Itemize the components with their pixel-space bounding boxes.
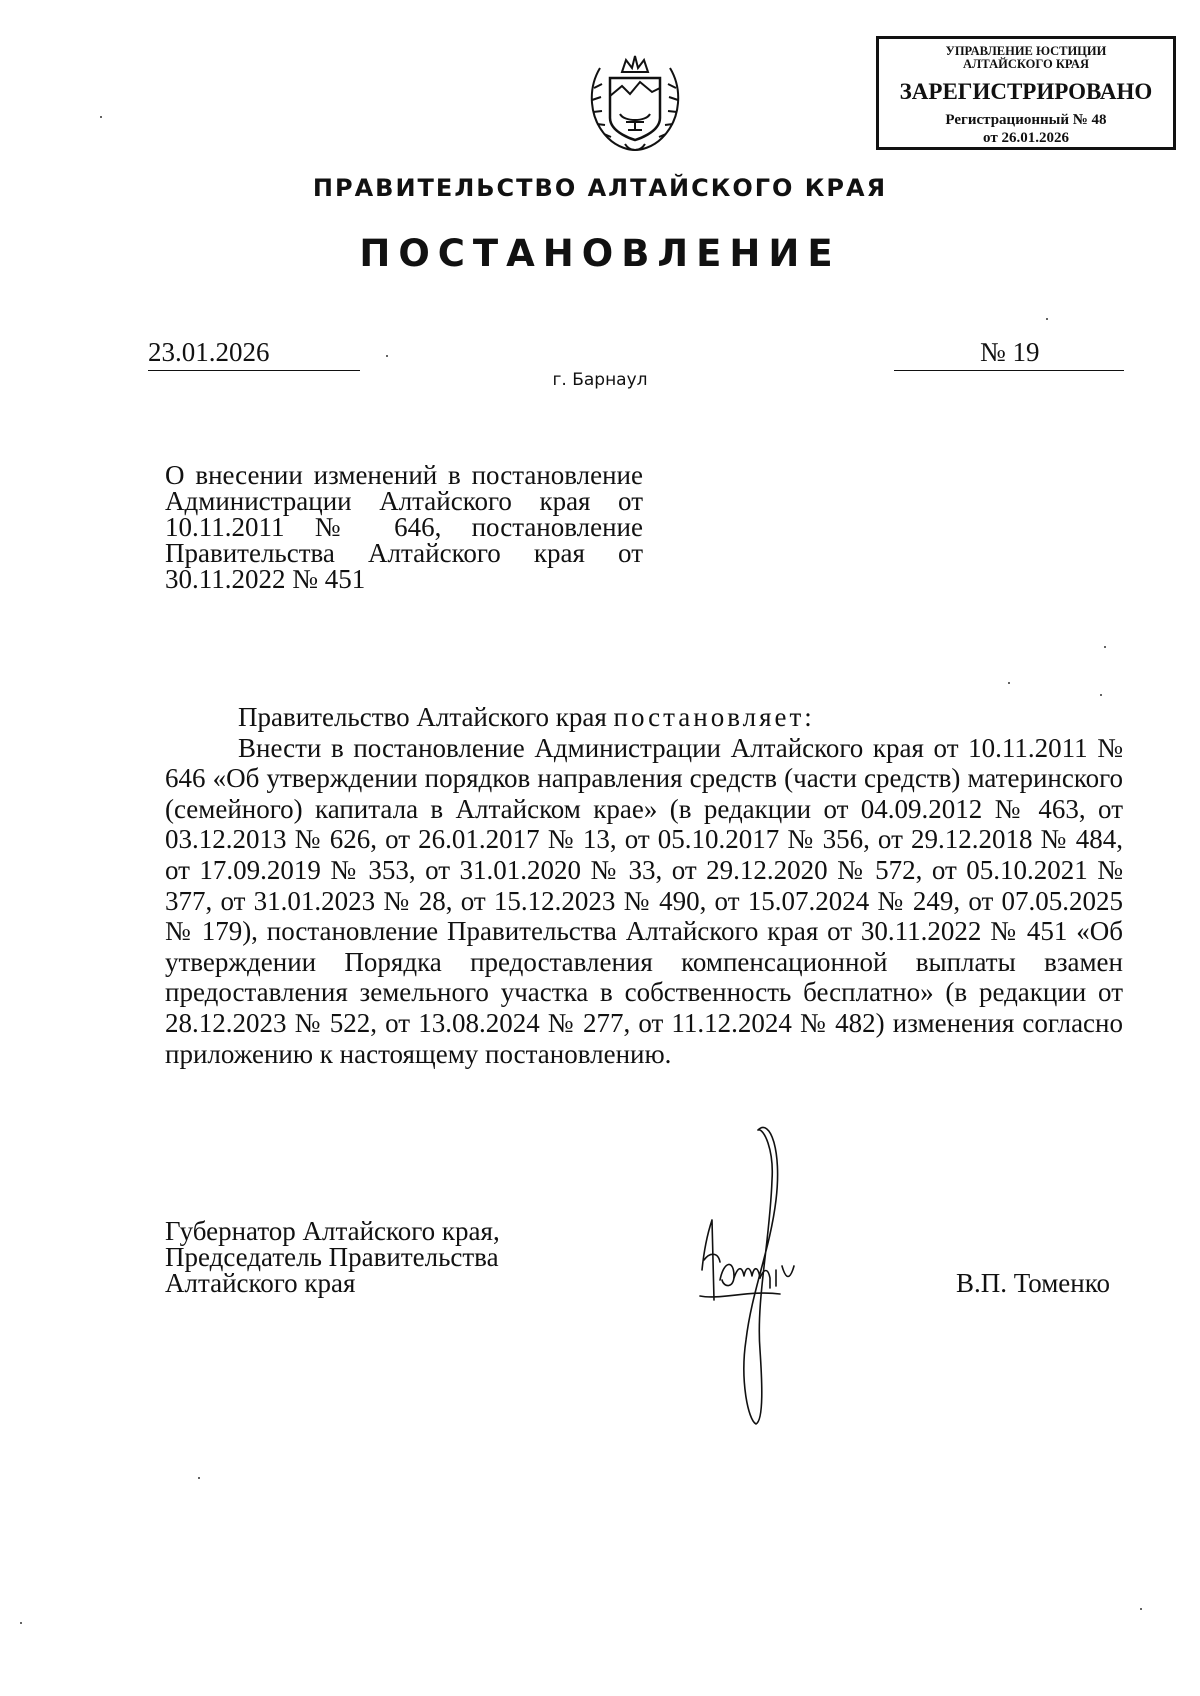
preamble-subject: Правительство Алтайского края bbox=[238, 702, 614, 732]
registration-stamp bbox=[876, 36, 1176, 150]
preamble-verb: постановляет: bbox=[613, 702, 815, 732]
scan-speck bbox=[1104, 646, 1106, 648]
stamp-reg-date: от 26.01.2026 bbox=[983, 130, 1069, 146]
handwritten-signature bbox=[690, 1120, 820, 1430]
stamp-line-1: УПРАВЛЕНИЕ ЮСТИЦИИ bbox=[945, 44, 1107, 58]
coat-of-arms-icon bbox=[580, 38, 690, 156]
government-title: ПРАВИТЕЛЬСТВО АЛТАЙСКОГО КРАЯ bbox=[312, 174, 888, 202]
scan-speck bbox=[198, 1477, 200, 1479]
document-subject: О внесении изменений в постановление Администрации Алтайского края от 10.11.2011 № 646, постановление Правительства Алтайского края от 30.11.2022 № 451 bbox=[165, 460, 643, 594]
signer-title-line-3: Алтайского края bbox=[165, 1268, 356, 1298]
stamp-status: ЗАРЕГИСТРИРОВАНО bbox=[899, 79, 1153, 104]
scan-speck bbox=[386, 355, 388, 357]
scan-speck bbox=[1140, 1608, 1142, 1610]
stamp-line-2: АЛТАЙСКОГО КРАЯ bbox=[963, 57, 1089, 71]
preamble bbox=[165, 702, 1123, 733]
signer-title-line-1: Губернатор Алтайского края, bbox=[165, 1216, 500, 1246]
document-date: 23.01.2026 bbox=[148, 334, 360, 371]
signer-title bbox=[165, 1218, 500, 1296]
scan-speck bbox=[1046, 318, 1048, 320]
signer-title-line-2: Председатель Правительства bbox=[165, 1242, 499, 1272]
document-city: г. Барнаул bbox=[552, 370, 648, 390]
scan-speck bbox=[1008, 682, 1010, 684]
stamp-reg-number: Регистрационный № 48 bbox=[945, 112, 1107, 128]
document-body bbox=[165, 702, 1123, 1069]
scan-speck bbox=[20, 1622, 22, 1624]
signer-name: В.П. Томенко bbox=[956, 1268, 1110, 1298]
document-type-heading: ПОСТАНОВЛЕНИЕ bbox=[359, 232, 841, 275]
main-paragraph: Внести в постановление Администрации Алтайского края от 10.11.2011 № 646 «Об утверждении порядков направления средств (части средств) материнского (семейного) капитала в Алтайском крае» (в редакции от 04.09.2012 № 463, от 03.12.2013 № 626, от 26.01.2017 № 13, от 05.10.2017 № 356, от 29.12.2018 № 484, от 17.09.2019 № 353, от 31.01.2020 № 33, от 29.12.2020 № 572, от 05.10.2021 № 377, от 31.01.2023 № 28, от 15.12.2023 № 490, от 15.07.2024 № 249, от 07.05.2025 № 179), постановление Правительства Алтайского края от 30.11.2022 № 451 «Об утверждении Порядка предоставления компенсационной выплаты взамен предоставления земельного участка в собственность бесплатно» (в редакции от 28.12.2023 № 522, от 13.08.2024 № 277, от 11.12.2024 № 482) изменения согласно приложению к настоящему постановлению. bbox=[165, 732, 1123, 1069]
scan-speck bbox=[1100, 694, 1102, 696]
document-number: № 19 bbox=[894, 334, 1124, 371]
scan-speck bbox=[100, 116, 102, 118]
